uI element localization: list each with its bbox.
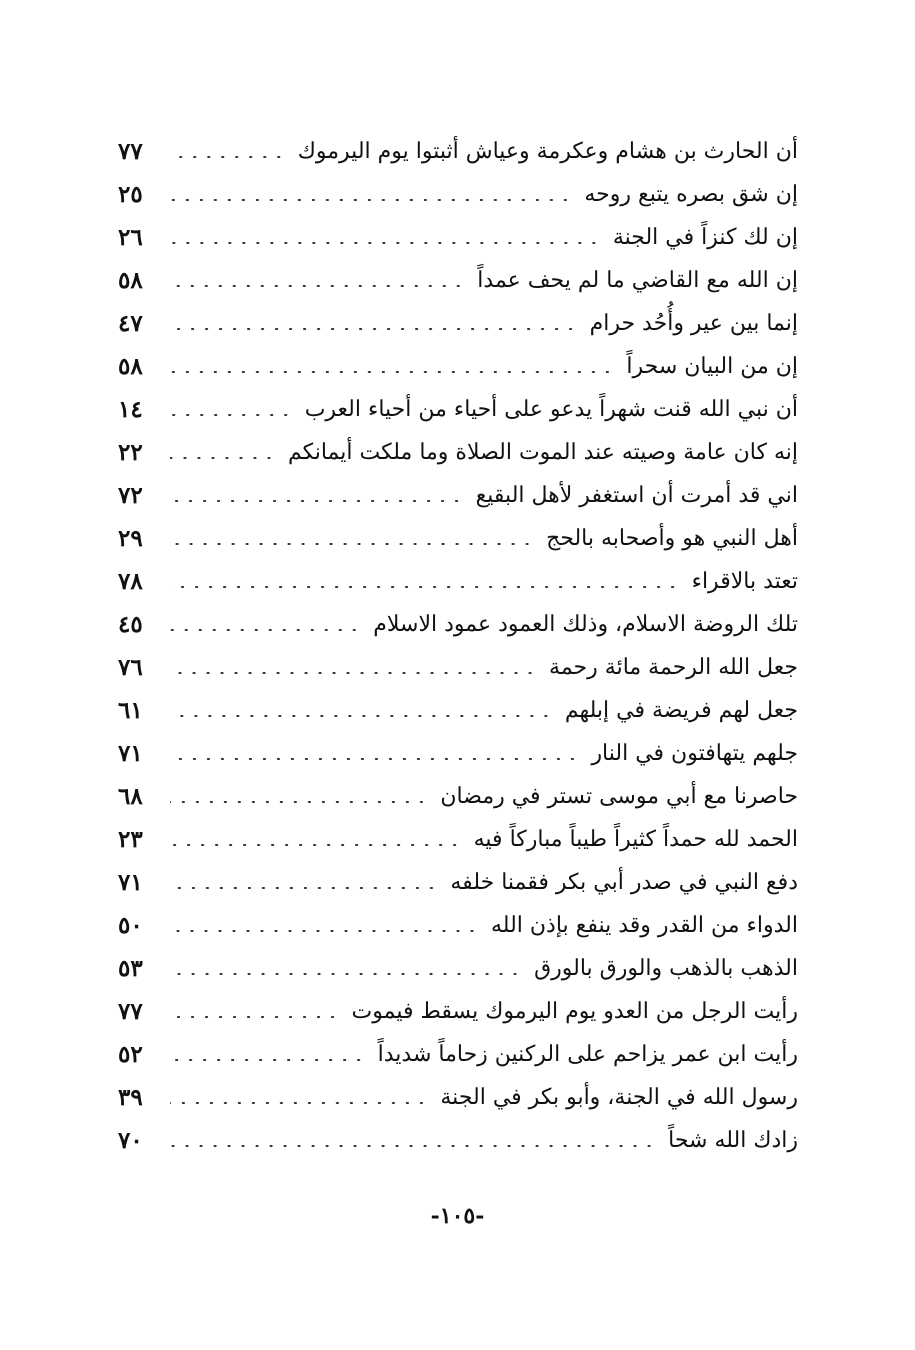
index-entry <box>118 603 798 646</box>
entry-page-number: ٧٦ <box>118 654 143 681</box>
dot-leader <box>170 1145 656 1147</box>
index-entry <box>118 216 798 259</box>
index-entry <box>118 646 798 689</box>
entry-text: زادك الله شحاً <box>668 1128 798 1153</box>
dot-leader <box>170 156 286 158</box>
index-entry <box>118 904 798 947</box>
entry-page-number: ٧٢ <box>118 482 143 509</box>
index-entry <box>118 560 798 603</box>
dot-leader <box>170 242 601 244</box>
dot-leader <box>170 629 361 631</box>
entry-text: إن من البيان سحراً <box>626 354 798 379</box>
entry-text: جلهم يتهافتون في النار <box>591 741 798 766</box>
index-entry <box>118 431 798 474</box>
index-entry <box>118 990 798 1033</box>
index-entry <box>118 173 798 216</box>
entry-page-number: ٥٠ <box>118 912 143 939</box>
entry-text: إنما بين عير وأُحُد حرام <box>589 311 798 336</box>
dot-leader <box>170 1102 428 1104</box>
entry-text: تعتد بالاقراء <box>691 569 798 594</box>
dot-leader <box>170 285 465 287</box>
entry-page-number: ٢٩ <box>118 525 143 552</box>
dot-leader <box>170 543 534 545</box>
entry-text: الذهب بالذهب والورق بالورق <box>534 956 798 981</box>
entry-page-number: ٦١ <box>118 697 143 724</box>
dot-leader <box>170 715 553 717</box>
entry-text: الحمد لله حمداً كثيراً طيباً مباركاً فيه <box>473 827 798 852</box>
entry-text: إن لك كنزاً في الجنة <box>612 225 798 250</box>
entry-text: إن الله مع القاضي ما لم يحف عمداً <box>477 268 798 293</box>
entry-text: جعل لهم فريضة في إبلهم <box>564 698 798 723</box>
entry-text: جعل الله الرحمة مائة رحمة <box>549 655 798 680</box>
index-entry <box>118 775 798 818</box>
entry-page-number: ٥٢ <box>118 1041 143 1068</box>
entry-page-number: ٤٥ <box>118 611 143 638</box>
dot-leader <box>170 672 537 674</box>
entry-page-number: ٤٧ <box>118 310 143 337</box>
dot-leader <box>170 1059 366 1061</box>
dot-leader <box>170 1016 340 1018</box>
index-entry <box>118 302 798 345</box>
index-entry <box>118 345 798 388</box>
entry-page-number: ٧١ <box>118 869 143 896</box>
dot-leader <box>170 844 462 846</box>
page-number: -١٠٥- <box>430 1203 485 1229</box>
dot-leader <box>170 887 438 889</box>
entry-page-number: ٢٢ <box>118 439 143 466</box>
entry-text: أن نبي الله قنت شهراً يدعو على أحياء من أحياء العرب <box>304 397 798 422</box>
entry-text: أهل النبي هو وأصحابه بالحج <box>546 526 798 551</box>
dot-leader <box>170 457 276 459</box>
entry-page-number: ٧١ <box>118 740 143 767</box>
index-entry <box>118 1033 798 1076</box>
dot-leader <box>170 414 293 416</box>
entry-text: إن شق بصره يتبع روحه <box>584 182 798 207</box>
hadith-index-list <box>118 130 798 1162</box>
dot-leader <box>170 500 464 502</box>
entry-text: أن الحارث بن هشام وعكرمة وعياش أثبتوا يوم اليرموك <box>297 139 798 164</box>
entry-page-number: ٥٨ <box>118 353 143 380</box>
index-entry <box>118 130 798 173</box>
entry-page-number: ٧٨ <box>118 568 143 595</box>
dot-leader <box>170 199 572 201</box>
dot-leader <box>170 586 680 588</box>
entry-page-number: ٥٣ <box>118 955 143 982</box>
entry-text: اني قد أمرت أن استغفر لأهل البقيع <box>475 483 798 508</box>
entry-page-number: ١٤ <box>118 396 143 423</box>
entry-page-number: ٧٧ <box>118 998 143 1025</box>
entry-text: تلك الروضة الاسلام، وذلك العمود عمود الاسلام <box>373 612 798 637</box>
dot-leader <box>170 371 614 373</box>
entry-page-number: ٢٦ <box>118 224 143 251</box>
index-entry <box>118 861 798 904</box>
index-entry <box>118 732 798 775</box>
entry-page-number: ٧٠ <box>118 1127 143 1154</box>
entry-page-number: ٢٥ <box>118 181 143 208</box>
entry-page-number: ٥٨ <box>118 267 143 294</box>
index-entry <box>118 388 798 431</box>
index-entry <box>118 818 798 861</box>
dot-leader <box>170 973 522 975</box>
index-entry <box>118 947 798 990</box>
index-entry <box>118 1119 798 1162</box>
dot-leader <box>170 801 428 803</box>
dot-leader <box>170 930 479 932</box>
index-entry <box>118 517 798 560</box>
entry-page-number: ٣٩ <box>118 1084 143 1111</box>
entry-text: رسول الله في الجنة، وأبو بكر في الجنة <box>440 1085 798 1110</box>
index-entry <box>118 1076 798 1119</box>
entry-page-number: ٦٨ <box>118 783 143 810</box>
entry-text: رأيت ابن عمر يزاحم على الركنين زحاماً شديداً <box>377 1042 798 1067</box>
entry-text: رأيت الرجل من العدو يوم اليرموك يسقط فيموت <box>351 999 798 1024</box>
entry-text: إنه كان عامة وصيته عند الموت الصلاة وما ملكت أيمانكم <box>287 440 798 465</box>
index-entry <box>118 474 798 517</box>
entry-page-number: ٢٣ <box>118 826 143 853</box>
entry-page-number: ٧٧ <box>118 138 143 165</box>
dot-leader <box>170 328 578 330</box>
dot-leader <box>170 758 579 760</box>
index-entry <box>118 689 798 732</box>
entry-text: الدواء من القدر وقد ينفع بإذن الله <box>490 913 798 938</box>
entry-text: حاصرنا مع أبي موسى تستر في رمضان <box>440 784 798 809</box>
entry-text: دفع النبي في صدر أبي بكر فقمنا خلفه <box>450 870 798 895</box>
index-entry <box>118 259 798 302</box>
